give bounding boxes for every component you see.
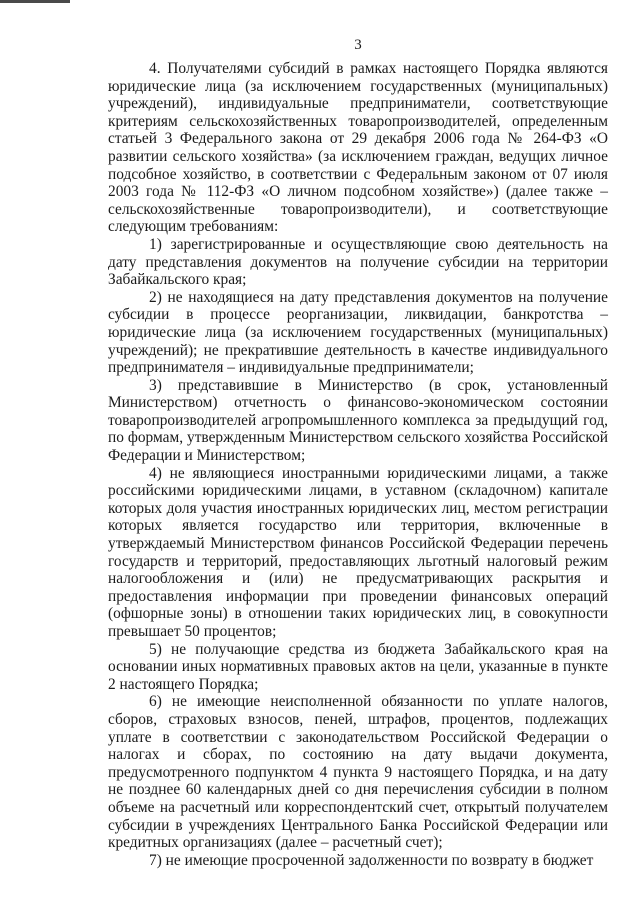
- paragraph-requirement-5: 5) не получающие средства из бюджета Забайкальского края на основании иных нормативных правовых актов на цели, указанные в пункте 2 настоящего Порядка;: [108, 640, 608, 693]
- paragraph-recipients: 4. Получателями субсидий в рамках настоящего Порядка являются юридические лица (за исключением государственных (муниципальных) учреждений), индивидуальные предприниматели, соответствующие критериям сельскохозяйственных товаропроизводителей, определенным статьей 3 Федерального закона от 29 декабря 2006 года № 264-ФЗ «О развитии сельского хозяйства» (за исключением граждан, ведущих личное подсобное хозяйство, в соответствии с Федеральным законом от 07 июля 2003 года № 112-ФЗ «О личном подсобном хозяйстве») (далее также – сельскохозяйственные товаропроизводители), и соответствующие следующим требованиям:: [108, 60, 608, 236]
- paragraph-requirement-3: 3) представившие в Министерство (в срок, установленный Министерством) отчетность о финансово-экономическом состоянии товаропроизводителей агропромышленного комплекса за предыдущий год, по формам, утвержденным Министерством сельского хозяйства Российской Федерации и Министерством;: [108, 376, 608, 465]
- paragraph-requirement-2: 2) не находящиеся на дату представления документов на получение субсидии в процессе реорганизации, ликвидации, банкротства – юридические лица (за исключением государственных (муниципальных) учреждений); не прекратившие деятельность в качестве индивидуального предпринимателя – индивидуальные предприниматели;: [108, 288, 608, 377]
- paragraph-requirement-7: 7) не имеющие просроченной задолженности по возврату в бюджет: [149, 851, 594, 869]
- scan-edge-mark: [0, 0, 70, 3]
- document-body: [108, 60, 608, 869]
- paragraph-requirement-4: 4) не являющиеся иностранными юридическими лицами, а также российскими юридическими лицами, в уставном (складочном) капитале которых доля участия иностранных юридических лиц, местом регистрации которых является государство или территория, включенные в утверждаемый Министерством финансов Российской Федерации перечень государств и территорий, предоставляющих льготный налоговый режим налогообложения и (или) не предусматривающих раскрытия и предоставления информации при проведении финансовых операций (офшорные зоны) в отношении таких юридических лиц, в совокупности превышает 50 процентов;: [108, 464, 608, 640]
- paragraph-requirement-1: 1) зарегистрированные и осуществляющие свою деятельность на дату представления документов на получение субсидии на территории Забайкальского края;: [108, 235, 608, 289]
- paragraph-requirement-6: 6) не имеющие неисполненной обязанности по уплате налогов, сборов, страховых взносов, пеней, штрафов, процентов, подлежащих уплате в соответствии с законодательством Российской Федерации о налогах и сборах, по состоянию на дату выдачи документа, предусмотренного подпунктом 4 пункта 9 настоящего Порядка, и на дату не позднее 60 календарных дней со дня перечисления субсидии в полном объеме на расчетный или корреспондентский счет, открытый получателем субсидии в учреждениях Центрального Банка Российской Федерации или кредитных организациях (далее – расчетный счет);: [108, 693, 608, 852]
- page-number: 3: [354, 37, 362, 53]
